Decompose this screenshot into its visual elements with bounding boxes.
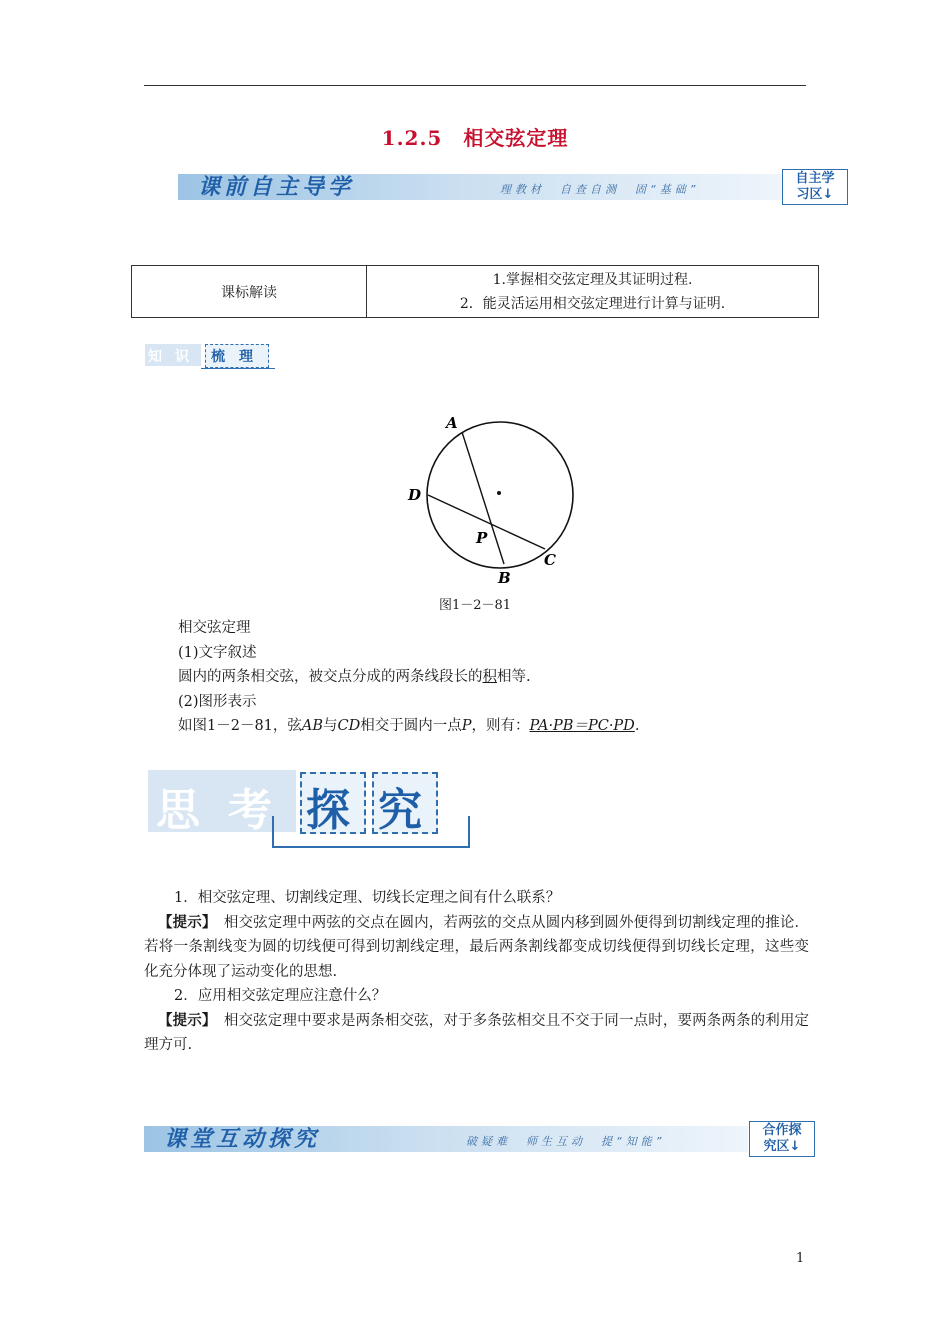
theorem-formula: PA·PB＝PC·PD [529,718,635,734]
key-word: 积 [482,669,497,685]
point-label-d: D [408,486,422,504]
pre-class-banner-title: 课前自主导学 [198,175,355,200]
objective-item: 1.掌握相交弦定理及其证明过程. [492,271,693,288]
figure-caption: 图1－2－81 [438,598,512,613]
tag-char: 识 [175,349,189,365]
hint-label: 【提示】 [158,913,210,931]
in-class-banner-subtitle: 破疑难 师生互动 提“知能” [466,1135,666,1148]
qa-block [144,886,809,1058]
theorem-title: 相交弦定理 [178,620,251,636]
theorem-part1-title: (1)文字叙述 [178,644,257,661]
pre-class-banner-subtitle: 理教材 自查自测 固“基础” [500,183,700,196]
point-label-p: P [476,529,488,547]
knowledge-review-tag [145,344,275,370]
tag-char: 梳 [211,349,225,365]
answer-1: 【提示】 相交弦定理中两弦的交点在圆内，若两弦的交点从圆内移到圆外便得到切割线定理的推论．若将一条割线变为圆的切线便可得到切割线定理，最后两条割线都变成切线便得到切线长定理，这些变化充分体现了运动变化的思想. [144,913,810,980]
chord-figure [400,405,590,590]
header-rule [144,85,806,86]
objectives-content [367,266,819,318]
point-label-c: C [544,551,556,569]
theorem-statement: 圆内的两条相交弦，被交点分成的两条线段长的积相等. [178,669,531,685]
think-explore-tag [148,770,468,850]
tag-char: 究 [378,785,422,836]
theorem-part2-title: (2)图形表示 [178,693,257,710]
down-arrow-icon: ↓ [822,187,834,202]
theorem-figure-statement: 如图1－2－81，弦AB与CD相交于圆内一点P，则有：PA·PB＝PC·PD. [178,718,640,734]
objectives-label: 课标解读 [132,266,367,318]
tag-char: 考 [228,785,272,836]
down-arrow-icon: ↓ [789,1139,801,1154]
cooperative-zone-badge[interactable] [749,1121,815,1157]
objective-item: 2．能灵活运用相交弦定理进行计算与证明. [459,295,726,312]
in-class-banner-title: 课堂互动探究 [164,1127,321,1152]
hint-label: 【提示】 [158,1011,210,1029]
badge-line-1: 自主学 [795,171,835,186]
question-2: 2．应用相交弦定理应注意什么？ [174,988,387,1004]
tag-char: 探 [306,785,350,836]
question-1: 1．相交弦定理、切割线定理、切线长定理之间有什么联系？ [174,890,561,906]
tag-char: 理 [239,349,253,365]
answer-2: 【提示】 相交弦定理中要求是两条相交弦，对于多条弦相交且不交于同一点时，要两条两条的利用定理方可. [144,1011,810,1053]
self-study-zone-badge[interactable] [782,169,848,205]
objectives-table [131,265,819,318]
theorem-block [178,616,818,739]
point-label-a: A [446,414,458,432]
point-label-b: B [498,569,511,587]
tag-char: 知 [148,349,162,365]
page-number: 1 [796,1251,805,1266]
badge-line-1: 合作探 [762,1123,802,1138]
circle-outline [427,422,573,568]
center-dot [497,491,501,495]
badge-line-2: 习区↓ [796,187,834,202]
tag-char: 思 [156,785,200,836]
section-title: 1.2.5 相交弦定理 [381,126,569,150]
badge-line-2: 究区↓ [763,1139,801,1154]
